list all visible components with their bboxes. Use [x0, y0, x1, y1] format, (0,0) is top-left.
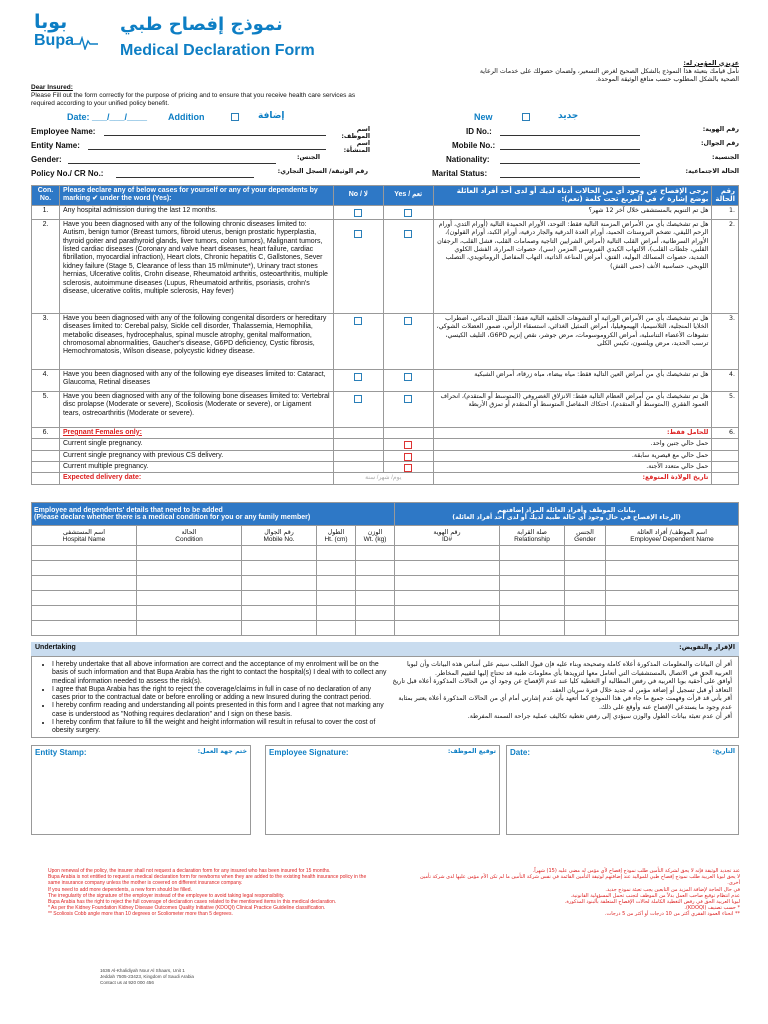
addition-label: Addition: [168, 112, 205, 122]
mobile-no-label-ar: رقم الجوال:: [700, 140, 739, 147]
nationality-field[interactable]: [500, 163, 640, 164]
intro-text-ar: نأمل قيامك بتعبئة هذا النموذج بالشكل الصحيح لغرض التسعير، ولضمان حصولك على خدمات الرعاية الصحية بالشكل المطلوب حسب منافع الوثيقة الموحدة.: [479, 68, 739, 83]
question-number: 2.: [32, 219, 60, 313]
mobile-no-field[interactable]: [500, 149, 640, 150]
pregnancy-option: Current multiple pregnancy.: [59, 462, 333, 473]
intro-block: [31, 84, 361, 108]
no-checkbox[interactable]: [354, 373, 362, 381]
col-label-ar: صلة القرابة: [516, 528, 547, 536]
question-text: Have you been diagnosed with any of the following eye diseases limited to: Cataract, Glaucoma, Retinal diseases: [59, 369, 333, 391]
employee-name-label-ar: اسم الموظف:: [341, 126, 370, 140]
gender-field[interactable]: [68, 163, 276, 164]
entity-name-label-ar: اسم المنشأة:: [343, 140, 370, 154]
dependents-header: [32, 503, 739, 526]
question-number: 5.: [32, 391, 60, 427]
question-row: [32, 205, 739, 219]
no-cell: [333, 219, 383, 313]
question-row: [32, 369, 739, 391]
col-label: Wt. (kg): [363, 535, 387, 543]
question-text-ar: هل تم تشخيصك بأي من أمراض العظام التالية فقط: الانزلاق الغضروفي (المتوسط أو المتقدم)، انحراف العمود الفقري (المتوسط أو المتقدم)، احتكاك المفاصل المتوسط أو المتقدم أو تمزق الأربطة: [433, 391, 712, 427]
question-row: [32, 391, 739, 427]
col-label: Ht. (cm): [324, 535, 348, 543]
col-label: Gender: [574, 535, 596, 543]
yes-cell: [383, 369, 433, 391]
employee-name-field[interactable]: [104, 135, 326, 136]
marital-status-label: Marital Status:: [432, 169, 488, 178]
question-number: 1.: [32, 205, 60, 219]
delivery-date-label: Expected delivery date:: [59, 473, 333, 484]
undertaking-item-ar: أقر أن البيانات والمعلومات المذكورة أعلاه كاملة وصحيحة وبناء عليه فإن قبول الطلب سيتم على أساس هذه البيانات وأن لبوبا العربية الحق في الاتصال بالمستشفيات التي أتعامل معها لتزويدها بأي معلومات طبية قد تحتاج إليها لتقييم المخاطر.: [406, 661, 732, 677]
footnotes-en: [48, 868, 378, 918]
pregnancy-option-ar: حمل حالي متعدد الأجنة.: [433, 462, 712, 473]
yes-cell: [383, 313, 433, 369]
delivery-date-field[interactable]: يوم/ شهر/ سنة: [333, 473, 433, 484]
delivery-date-row: [32, 473, 739, 484]
question-number-ar: .6: [712, 427, 739, 438]
footnote-ar: ** انحناء العمود الفقري أكثر من 10 درجات أو أكثر من 5 درجات.: [604, 911, 740, 918]
yes-checkbox[interactable]: [404, 453, 412, 461]
empty-cell: [32, 439, 60, 450]
pregnancy-title-ar: للحامل فقط:: [433, 427, 712, 438]
pregnancy-row: [32, 462, 739, 473]
nationality-label: Nationality:: [446, 155, 490, 164]
footnote-ar: لبوبا العربية الحق في رفض التغطية الكاملة لحالات الإفصاح المتعلقة بالبنود المذكورة.: [564, 899, 740, 906]
new-checkbox[interactable]: [522, 113, 530, 121]
undertaking-box: [31, 656, 739, 738]
declaration-header: [32, 186, 739, 206]
col-hospital: [32, 526, 137, 546]
question-number: 6.: [32, 427, 60, 438]
pregnancy-title-row: [32, 427, 739, 438]
title-arabic: نموذج إفصاح طبي: [120, 14, 283, 35]
pregnancy-option-ar: حمل حالي مع قيصرية سابقة.: [433, 450, 712, 461]
yes-cell: [383, 391, 433, 427]
intro-greeting-ar: عزيزي المؤمن له:: [683, 60, 739, 67]
col-condition: [137, 526, 242, 546]
yes-checkbox[interactable]: [404, 441, 412, 449]
no-cell: [333, 205, 383, 219]
no-checkbox[interactable]: [354, 317, 362, 325]
id-no-field[interactable]: [500, 135, 640, 136]
gender-label: Gender:: [31, 155, 62, 164]
question-row: [32, 313, 739, 369]
page-title: Medical Declaration Form: [120, 42, 315, 59]
policy-no-label: Policy No./ CR No.:: [31, 169, 104, 178]
undertaking-title: Undertaking: [35, 644, 76, 651]
no-checkbox[interactable]: [354, 395, 362, 403]
delivery-date-label-ar: تاريخ الولادة المتوقع:: [433, 473, 712, 484]
footnote: * As per the Kidney Foundation Kidney Disease Outcomes Quality Initiative (KDOQI) Clinical Practice Guideline classification.: [48, 905, 326, 912]
question-row: [32, 219, 739, 313]
dependents-title-ar: بيانات الموظف وأفراد العائلة المراد إضافتهم: [497, 507, 636, 514]
question-text-ar: هل تم تشخيصك بأي من أمراض العين التالية فقط: مياه بيضاء، مياه زرقاء، أمراض الشبكية: [433, 369, 712, 391]
question-number-ar: .3: [712, 313, 739, 369]
footnotes-ar: [420, 868, 740, 918]
dependent-row[interactable]: [32, 546, 739, 561]
nationality-label-ar: الجنسية:: [712, 154, 739, 161]
address-line: Contact us at 920 000 456: [100, 980, 154, 985]
yes-checkbox[interactable]: [404, 373, 412, 381]
dependents-table: [31, 502, 739, 636]
entity-stamp-label-ar: ختم جهة العمل:: [197, 748, 247, 755]
pregnancy-title: Pregnant Females only:: [59, 427, 333, 438]
empty-cell: [32, 462, 60, 473]
no-header: No / لا: [333, 186, 383, 206]
empty-cell: [333, 439, 383, 450]
id-no-label: ID No.:: [466, 127, 492, 136]
col-label-ar: اسم المستشفى: [62, 528, 106, 536]
date-label: Date: ___/___/____: [67, 112, 148, 122]
col-label-ar: الطول: [327, 528, 345, 536]
yes-cell: [383, 462, 433, 473]
dependents-subtitle-ar: (الرجاء الإفصاح في حال وجود أي حالة طبية لديك أو لدى أحد أفراد العائلة): [452, 514, 681, 521]
empty-cell: [712, 473, 739, 484]
intro-greeting: Dear Insured:: [31, 84, 73, 91]
footnote: Bupa Arabia has the right to reject the full coverage of declaration cases related to the mentioned items in this medical declaration.: [48, 899, 337, 906]
col-name: [606, 526, 739, 546]
footnote-ar: عند تجديد الوثيقة فإنه لا يحق لشركة التأمين طلب نموذج إفصاح لأي مؤمن له مضى عليه (15) شهراً.: [532, 868, 740, 874]
empty-cell: [333, 462, 383, 473]
empty-cell: [383, 427, 433, 438]
question-header: Please declare any of below cases for yourself or any of your dependents by marking ✔ under the word (Yes):: [59, 186, 333, 206]
con-no-header: Con. No.: [32, 186, 60, 206]
undertaking-item-ar: أقر بأني قد قرأت وفهمت جميع ما جاء في هذا النموذج كما أتعهد بأن عدم إشارتي أمام أي من الحالات المذكورة أعلاه يعتبر بمثابة عدم وجود ما يستدعي الإفصاح عنه وأوقع على ذلك.: [398, 695, 732, 711]
col-label-ar: رقم الجوال: [264, 528, 294, 536]
declaration-table: [31, 185, 739, 485]
employee-signature-label: Employee Signature:: [269, 748, 349, 757]
dependent-row[interactable]: [32, 561, 739, 576]
question-number: 4.: [32, 369, 60, 391]
yes-checkbox[interactable]: [404, 230, 412, 238]
employee-name-label: Employee Name:: [31, 127, 96, 136]
no-cell: [333, 313, 383, 369]
new-label: New: [474, 112, 493, 122]
col-weight: [356, 526, 395, 546]
yes-cell: [383, 205, 433, 219]
col-gender: [565, 526, 606, 546]
new-label-ar: جديد: [558, 111, 579, 121]
logo-english: Bupa: [34, 32, 74, 49]
employee-signature-box[interactable]: [265, 745, 500, 835]
yes-cell: [383, 219, 433, 313]
col-height: [317, 526, 356, 546]
empty-cell: [32, 473, 60, 484]
address-line: 1636 Al-Khalidiyah Nour Al Shaars, Unit 1: [100, 968, 185, 973]
undertaking-item: • I hereby confirm that failure to fill the weight and height information will result in refusal to cover the cost of obesity surgery.: [52, 719, 388, 736]
col-label: Hospital Name: [62, 535, 106, 543]
empty-cell: [333, 427, 383, 438]
footnote-ar: في حال الحاجة لإضافة المزيد من التابعين يجب تعبئة نموذج جديد.: [605, 886, 740, 893]
undertaking-item: • I hereby undertake that all above information are correct and the acceptance of my enrolment will be on the basis of such information and that Bupa Arabia has the right to contact the hospital(s) I deal with to collect any medical information needed to assess the risk(s).: [52, 661, 388, 686]
yes-cell: [383, 439, 433, 450]
question-text: Have you been diagnosed with any of the following bone diseases limited to: Vertebral disc prolapse (Moderate or severe), Scoliosis (Moderate or severe), or Ligament tears, ostreoarthritis (Moderate or severe).: [59, 391, 333, 427]
footnote-ar: لا يحق لبوبا العربية طلب نموذج إفصاح طبي للمواليد عند إضافتهم لوثيقة التأمين القائمة في نفس شركة التأمين ما لم تكن الأم مؤمن عليها لدى شركة تأمين أخرى.: [420, 874, 740, 887]
dependents-columns: [32, 526, 739, 546]
col-mobile: [242, 526, 317, 546]
undertaking-header: [31, 642, 739, 656]
col-label-ar: الجنس: [576, 528, 594, 536]
pregnancy-option: Current single pregnancy.: [59, 439, 333, 450]
footnote: Upon renewal of the policy, the insurer shall not request a declaration form for any insured who has been insured for 15 months.: [48, 868, 331, 874]
question-text: Any hospital admission during the last 12 months.: [59, 205, 333, 219]
undertaking-item: • I agree that Bupa Arabia has the right to reject the coverage/claims in full in case of no declaration of any cases prior to the contractual date or before enrolling or adding a new Insured during the contract period.: [52, 686, 388, 703]
empty-cell: [712, 462, 739, 473]
question-text-ar: هل تم تشخيصك بأي من الأمراض المزمنة التالية فقط: التوحد، الأورام الحميدة التالية (أورام الثدي، أورام الرحم الليفي، تضخم البروستات الحميد، أورام الغدة الدرقية والجار درقية، أورام الكبد، أورام القولون)، الأورام السرطانية، أمراض القلب التالية (أمراض الشرايين التاجية وصمامات القلب، فشل القلب، الرجفان القلبي، جلطات القلب)، الالتهاب الكبدي الفيروسي المزمن (سي)، حصوات المرارة، الفشل الكلوي الشديد، حصوات المسالك البولية، الفتق، أمراض المناعة الذاتية، التهاب المفاصل الروماتويدي، التصلب اللويحي، حساسية الأنف (حمى القش): [433, 219, 712, 313]
undertaking-list: [38, 661, 388, 736]
entity-name-field[interactable]: [88, 149, 326, 150]
col-relationship: [500, 526, 565, 546]
yes-checkbox[interactable]: [404, 464, 412, 472]
empty-cell: [333, 450, 383, 461]
policy-no-label-ar: رقم الوثيقة/ السجل التجاري:: [277, 168, 368, 175]
dependent-row[interactable]: [32, 606, 739, 621]
question-number-ar: .1: [712, 205, 739, 219]
no-cell: [333, 391, 383, 427]
address-block: [100, 968, 194, 986]
marital-status-field[interactable]: [500, 177, 640, 178]
col-label: Mobile No.: [263, 535, 295, 543]
col-label: Relationship: [514, 535, 550, 543]
pregnancy-option: Current single pregnancy with previous CS delivery.: [59, 450, 333, 461]
entity-stamp-label: Entity Stamp:: [35, 748, 87, 757]
intro-text: Please Fill out the form correctly for the purpose of pricing and to ensure that you receive health care services as required according to your unified policy benefit.: [31, 92, 356, 107]
question-text-ar: هل تم التنويم بالمستشفى خلال آخر 12 شهر؟: [433, 205, 712, 219]
col-label-ar: رقم الهوية: [433, 528, 461, 536]
footnote-ar: عدم انتظام توقيع صاحب العمل بدلاً من الموظف لتجنب تحمل المسؤولية القانونية.: [570, 892, 740, 899]
num-header-ar: رقم الحالة: [712, 186, 739, 206]
footnote: Bupa Arabia is not entitled to request a medical declaration form for newborns when they are added to the existing health insurance policy in the same insurance company unless the mother is covered on different insurance company.: [48, 874, 367, 887]
yes-checkbox[interactable]: [404, 395, 412, 403]
undertaking-title-ar: الإقرار والتفويض:: [679, 644, 735, 651]
question-text: Have you been diagnosed with any of the following chronic diseases limited to: Autism, benign tumor (Breast tumors, fibroid uterus, benign prostatic hyperplastia, thyroid goiter and parathyroid glands, liver tumors, colon tumors), Malignant tumors, listed cardiac diseases (Coronary and valve heart diseases, heart failure, cardiac fibrillation, myocardial infraction), Heart clots, Chronic hepatitis C, Gallstones, Sever kidney failure (Stage 5, Clearance of less than 15 ml/minute*), Urinary tract stones hernias, Ulcerative colitis, Crohn disease, Rheumatoid arthritis, osteoarthritis, multiple sclerosis, autoimmune diseases (Lupus, Rheumatoid arthritis, psoriasis, crohn's disease, ulcerative colitis, multiple sclerosis, Hay fever): [59, 219, 333, 313]
question-number-ar: .4: [712, 369, 739, 391]
undertaking-item: • I hereby confirm reading and understanding all points presented in this form and I agree that not marking any case is understood as "Nothing requires declaration" and I sign on these basis.: [52, 702, 388, 719]
yes-checkbox[interactable]: [404, 209, 412, 217]
footnote: The irregularity of the signature of the employer instead of the employee to avoid taking legal responsibility.: [48, 892, 285, 899]
entity-stamp-box[interactable]: [31, 745, 251, 835]
dependent-row[interactable]: [32, 576, 739, 591]
question-number: 3.: [32, 313, 60, 369]
col-label: ID#: [441, 535, 453, 543]
pregnancy-option-ar: حمل حالي جنين واحد.: [433, 439, 712, 450]
question-number-ar: .2: [712, 219, 739, 313]
question-text: Have you been diagnosed with any of the following congenital disorders or hereditary diseases limited to: Cerebal palsy, Sickle cell disorder, Thalassemia, Hemophilia, metabolic diseases, hydrocephalus, spinal muscle atrophy, genital malformation, chromosomal abnormalities, Gaucher's disease, G6PD deficiency, Cystic fibrosis, Hemochromatosis, Wilson disease, polycystic kidney disease.: [59, 313, 333, 369]
col-id: [395, 526, 500, 546]
footnote-ar: * حسب تصنيف (KDOQI).: [684, 905, 740, 912]
no-cell: [333, 369, 383, 391]
footnote: ** Scoliosis Cobb angle more than 10 degrees or Scoliometer more than 5 degrees.: [48, 911, 233, 918]
dependent-row[interactable]: [32, 621, 739, 636]
undertaking-item-ar: أوافق على أحقية بوبا العربية في رفض المطالبة أو التغطية كليا عند عدم الإفصاح عن وجود أي من الحالات المذكورة أعلاه قبل تاريخ التعاقد أو قبل تسجيل أو إضافة مؤمن له جديد خلال فترة سريان العقد.: [392, 678, 732, 694]
marital-status-label-ar: الحالة الاجتماعية:: [685, 168, 739, 175]
mobile-no-label: Mobile No.:: [452, 141, 496, 150]
empty-cell: [712, 450, 739, 461]
entity-name-label: Entity Name:: [31, 141, 80, 150]
question-header-ar: يرجى الإفصاح عن وجود أي من الحالات أدناه لديك أو لدى أحد أفراد العائلة بوضع إشارة ✔ في المربع تحت كلمة (نعم):: [433, 186, 712, 206]
empty-cell: [712, 439, 739, 450]
dependents-subtitle: (Please declare whether there is a medical condition for you or any family member): [34, 514, 311, 521]
col-label-ar: الحالة: [181, 528, 197, 536]
col-label: Employee/ Dependent Name: [630, 535, 714, 543]
question-text-ar: هل تم تشخيصك بأي من الأمراض الوراثية أو التشوهات الخلقية التالية فقط: الشلل الدماغي، اضطراب الخلايا المنجلية، الثلاسيميا، الهيموفيليا، أمراض التمثيل الغذائي، استسقاء الرأس، ضمور العضلات الشوكي، تشوهات الأعضاء التناسلية، أمراض الكروموسومات، مرض جوشر، نقص إنزيم G6PD، التليف الكيسي، ترسب الحديد، مرض ويلسون، تكيس الكلى: [433, 313, 712, 369]
addition-checkbox[interactable]: [231, 113, 239, 121]
undertaking-list-ar: [392, 661, 732, 721]
addition-label-ar: إضافة: [258, 111, 285, 121]
undertaking-item-ar: أقر أن عدم تعبئة بيانات الطول والوزن سيؤدي إلى رفض تغطية تكاليف عملية جراحة السمنة المفرطة.: [467, 712, 732, 720]
date-sign-label-ar: التاريخ:: [712, 748, 735, 755]
employee-signature-label-ar: توقيع الموظف:: [447, 748, 496, 755]
yes-header: Yes / نعم: [383, 186, 433, 206]
yes-cell: [383, 450, 433, 461]
empty-cell: [32, 450, 60, 461]
date-sign-label: Date:: [510, 748, 531, 757]
dependent-row[interactable]: [32, 591, 739, 606]
gender-label-ar: الجنس:: [296, 154, 320, 161]
pregnancy-row: [32, 450, 739, 461]
no-checkbox[interactable]: [354, 209, 362, 217]
bupa-logo: [34, 12, 94, 54]
id-no-label-ar: رقم الهوية:: [702, 126, 739, 133]
yes-checkbox[interactable]: [404, 317, 412, 325]
logo-arabic: بوبا: [34, 11, 68, 33]
pregnancy-row: [32, 439, 739, 450]
no-checkbox[interactable]: [354, 230, 362, 238]
heartbeat-icon: [74, 36, 98, 50]
policy-no-field[interactable]: [116, 177, 254, 178]
footnote: If you need to add more dependents, a new form should be filled.: [48, 886, 192, 893]
col-label: Condition: [175, 535, 203, 543]
dependents-title: Employee and dependents' details that need to be added: [34, 507, 223, 514]
address-line: Jeddah 7505-23423, Kingdom of Saudi Arabia: [100, 974, 194, 979]
question-number-ar: .5: [712, 391, 739, 427]
col-label-ar: اسم الموظف/ أفراد العائلة: [636, 528, 708, 536]
col-label-ar: الوزن: [367, 528, 383, 536]
date-box[interactable]: [506, 745, 739, 835]
intro-block-ar: [470, 60, 739, 84]
